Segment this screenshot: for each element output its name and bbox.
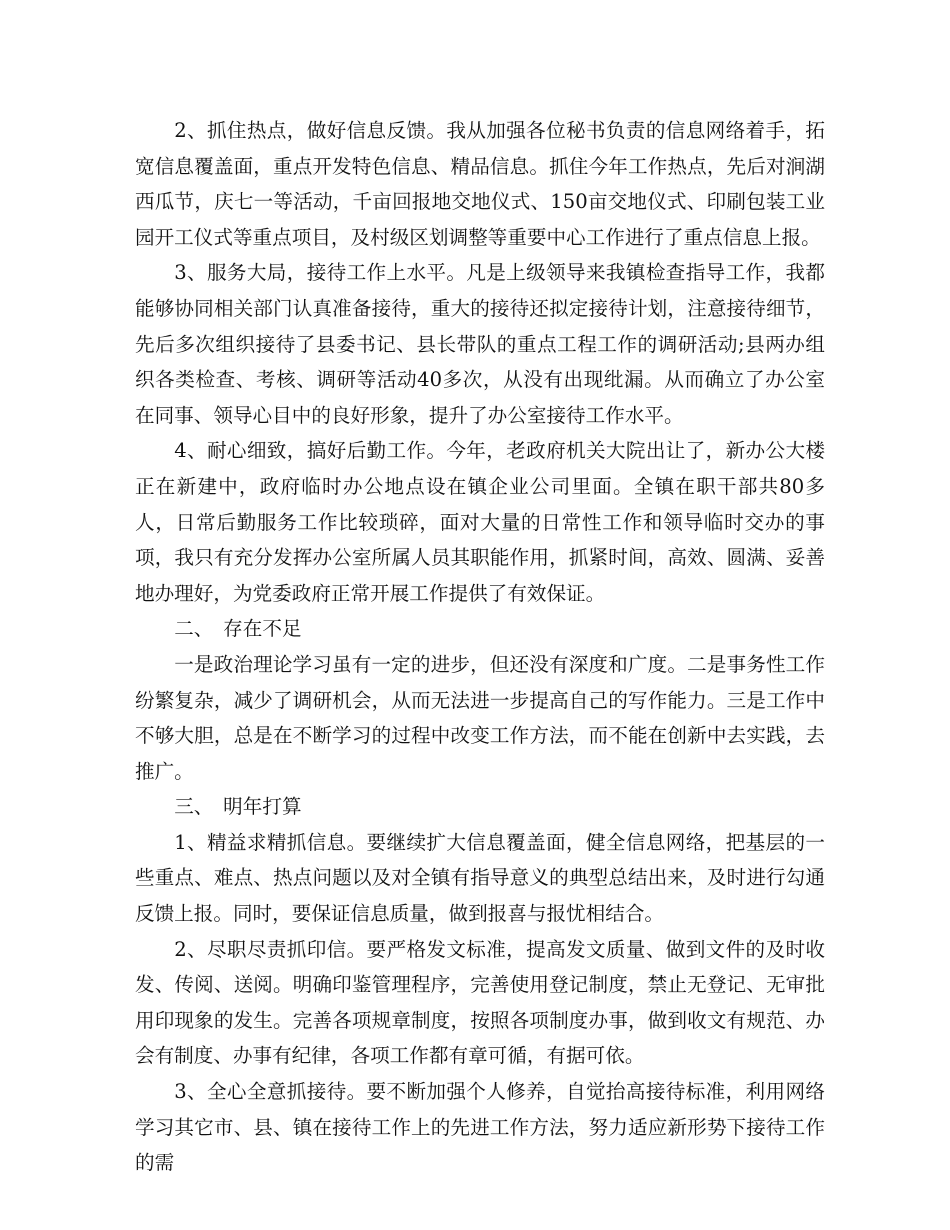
paragraph-plan-seals: 2、尽职尽责抓印信。要严格发文标准，提高发文质量、做到文件的及时收发、传阅、送阅。明确印鉴管理程序，完善使用登记制度，禁止无登记、无审批用印现象的发生。完善各项规章制度，按照各项制度办事，做到收文有规范、办会有制度、办事有纪律，各项工作都有章可循，有据可依。 (135, 937, 825, 1068)
document-body (135, 113, 825, 1181)
section-heading-next-year-plan: 三、 明年打算 (174, 795, 302, 819)
paragraph-reception: 3、服务大局，接待工作上水平。凡是上级领导来我镇检查指导工作，我都能够协同相关部门认真准备接待，重大的接待还拟定接待计划，注意接待细节，先后多次组织接待了县委书记、县长带队的重点工程工作的调研活动;县两办组织各类检查、考核、调研等活动40多次，从没有出现纰漏。从而确立了办公室在同事、领导心目中的良好形象，提升了办公室接待工作水平。 (135, 261, 825, 427)
paragraph-info-feedback: 2、抓住热点，做好信息反馈。我从加强各位秘书负责的信息网络着手，拓宽信息覆盖面，重点开发特色信息、精品信息。抓住今年工作热点，先后对涧湖西瓜节，庆七一等活动，千亩回报地交地仪式、150亩交地仪式、印刷包装工业园开工仪式等重点项目，及村级区划调整等重要中心工作进行了重点信息上报。 (135, 119, 825, 249)
section-heading-shortcomings: 二、 存在不足 (174, 617, 302, 641)
paragraph-plan-info: 1、精益求精抓信息。要继续扩大信息覆盖面，健全信息网络，把基层的一些重点、难点、热点问题以及对全镇有指导意义的典型总结出来，及时进行勾通反馈上报。同时，要保证信息质量，做到报喜与报忧相结合。 (135, 830, 825, 926)
paragraph-plan-reception: 3、全心全意抓接待。要不断加强个人修养，自觉抬高接待标准，利用网络学习其它市、县、镇在接待工作上的先进工作方法，努力适应新形势下接待工作的需 (135, 1080, 825, 1175)
paragraph-shortcomings: 一是政治理论学习虽有一定的进步，但还没有深度和广度。二是事务性工作纷繁复杂，减少了调研机会，从而无法进一步提高自己的写作能力。三是工作中不够大胆，总是在不断学习的过程中改变工作方法，而不能在创新中去实践，去推广。 (135, 652, 825, 783)
paragraph-logistics: 4、耐心细致，搞好后勤工作。今年，老政府机关大院出让了，新办公大楼正在新建中，政府临时办公地点设在镇企业公司里面。全镇在职干部共80多人，日常后勤服务工作比较琐碎，面对大量的日常性工作和领导临时交办的事项，我只有充分发挥办公室所属人员其职能作用，抓紧时间，高效、圆满、妥善地办理好，为党委政府正常开展工作提供了有效保证。 (135, 439, 825, 605)
